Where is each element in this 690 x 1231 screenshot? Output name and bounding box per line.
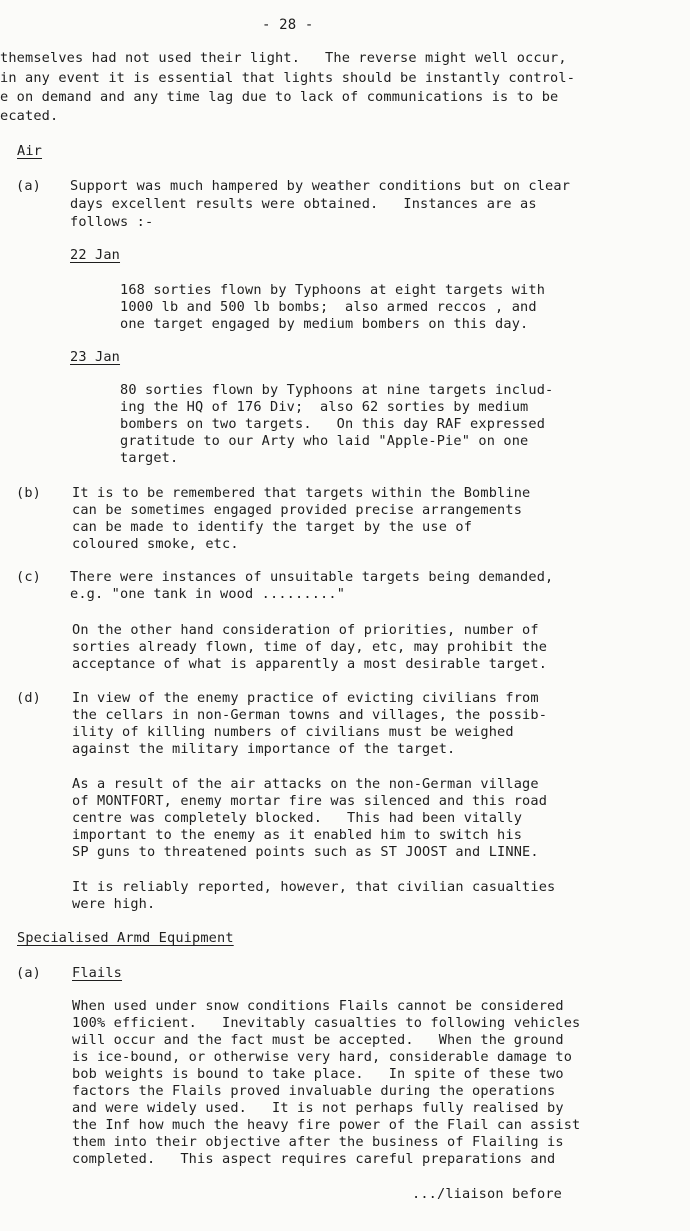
intro-line: in any event it is essential that lights should be instantly control- [0,70,576,86]
air-b-line: coloured smoke, etc. [72,536,239,552]
date1-line: 1000 lb and 500 lb bombs; also armed reccos , and [120,299,537,315]
specialised-heading: Specialised Armd Equipment [17,930,234,946]
continuation-catchword: .../liaison before [412,1186,563,1202]
intro-line: e on demand and any time lag due to lack of communications is to be [0,89,559,105]
flails-line: bob weights is bound to take place. In spite of these two [72,1066,564,1082]
air-a-line: follows :- [70,214,154,230]
air-d-para2-line: important to the enemy as it enabled him to switch his [72,827,523,843]
date1-line: 168 sorties flown by Typhoons at eight targets with [120,282,546,298]
flails-line: When used under snow conditions Flails cannot be considered [72,998,564,1014]
air-d-para2-line: SP guns to threatened points such as ST JOOST and LINNE. [72,844,539,860]
intro-line: themselves had not used their light. The reverse might well occur, [0,50,567,66]
air-d-line: against the military importance of the target. [72,741,456,757]
air-c-para2-line: On the other hand consideration of priorities, number of [72,622,539,638]
flails-line: the Inf how much the heavy fire power of the Flail can assist [72,1117,581,1133]
air-d-para3-line: were high. [72,896,156,912]
air-c-para2-line: sorties already flown, time of day, etc, may prohibit the [72,639,548,655]
air-c-marker: (c) [16,569,42,585]
air-b-line: It is to be remembered that targets within the Bombline [72,485,531,501]
date2-line: bombers on two targets. On this day RAF expressed [120,416,546,432]
air-c-line: e.g. "one tank in wood ........." [70,586,346,602]
intro-line: ecated. [0,108,59,124]
flails-line: them into their objective after the business of Flailing is [72,1134,564,1150]
air-d-line: ility of killing numbers of civilians must be weighed [72,724,514,740]
air-a-line: Support was much hampered by weather conditions but on clear [70,178,571,194]
air-d-para2-line: of MONTFORT, enemy mortar fire was silenced and this road [72,793,548,809]
date2-line: 80 sorties flown by Typhoons at nine targets includ- [120,382,554,398]
date2-line: gratitude to our Arty who laid "Apple-Pie" on one [120,433,529,449]
flails-title: Flails [72,965,123,981]
date-22-jan: 22 Jan [70,247,121,263]
air-a-marker: (a) [16,178,42,194]
date1-line: one target engaged by medium bombers on this day. [120,316,529,332]
air-d-line: In view of the enemy practice of evicting civilians from [72,690,539,706]
air-b-line: can be sometimes engaged provided precise arrangements [72,502,523,518]
air-b-marker: (b) [16,485,42,501]
air-c-para2-line: acceptance of what is apparently a most desirable target. [72,656,548,672]
flails-line: factors the Flails proved invaluable during the operations [72,1083,556,1099]
air-d-para3-line: It is reliably reported, however, that civilian casualties [72,879,556,895]
air-heading: Air [17,143,43,159]
air-d-marker: (d) [16,690,42,706]
page-number: - 28 - [262,17,314,33]
air-d-para2-line: As a result of the air attacks on the non-German village [72,776,539,792]
flails-line: completed. This aspect requires careful preparations and [72,1151,556,1167]
flails-line: and were widely used. It is not perhaps fully realised by [72,1100,564,1116]
date-23-jan: 23 Jan [70,349,121,365]
date2-line: target. [120,450,179,466]
air-d-para2-line: centre was completely blocked. This had been vitally [72,810,523,826]
air-a-line: days excellent results were obtained. Instances are as [70,196,537,212]
air-d-line: the cellars in non-German towns and villages, the possib- [72,707,548,723]
date2-line: ing the HQ of 176 Div; also 62 sorties by medium [120,399,529,415]
spec-a-marker: (a) [16,965,42,981]
flails-line: will occur and the fact must be accepted. When the ground [72,1032,564,1048]
flails-line: is ice-bound, or otherwise very hard, considerable damage to [72,1049,573,1065]
flails-line: 100% efficient. Inevitably casualties to following vehicles [72,1015,581,1031]
air-c-line: There were instances of unsuitable targets being demanded, [70,569,554,585]
air-b-line: can be made to identify the target by the use of [72,519,473,535]
